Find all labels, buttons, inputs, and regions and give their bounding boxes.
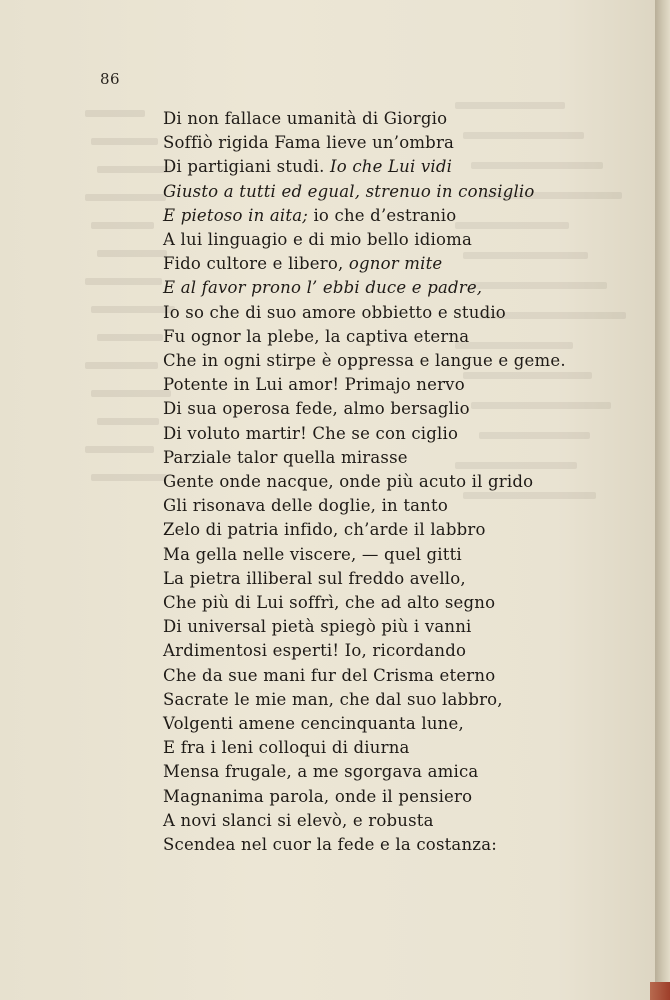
poem-line xyxy=(163,276,583,300)
poem-line xyxy=(163,446,583,470)
poem-line-segment: Di universal pietà spiegò più i vanni xyxy=(163,617,472,637)
poem-line-segment: Che in ogni stirpe è oppressa e langue e geme. xyxy=(163,351,566,371)
poem-line-italic-segment: Io che Lui vidi xyxy=(330,157,453,177)
poem-line xyxy=(163,470,583,494)
poem-line xyxy=(163,155,583,179)
poem-line-segment: Di partigiani studi. xyxy=(163,157,331,177)
poem-line xyxy=(163,349,583,373)
poem-line-italic-segment: ognor mite xyxy=(348,254,443,274)
poem-line xyxy=(163,785,583,809)
poem-line-segment: Fido cultore e libero, xyxy=(163,254,349,274)
poem-line xyxy=(163,301,583,325)
poem-line-segment: A novi slanci si elevò, e robusta xyxy=(163,810,434,830)
poem-line xyxy=(163,736,583,760)
poem-line-segment: La pietra illiberal sul freddo avello, xyxy=(163,568,466,588)
poem-line xyxy=(163,228,583,252)
poem-line-segment: io che d’estranio xyxy=(308,205,457,225)
poem-line xyxy=(163,760,583,784)
poem-line xyxy=(163,639,583,663)
poem-line-segment: Magnanima parola, onde il pensiero xyxy=(163,786,473,806)
poem-line xyxy=(163,833,583,857)
poem-line xyxy=(163,494,583,518)
poem-line xyxy=(163,543,583,567)
poem-line-segment: Gli risonava delle doglie, in tanto xyxy=(163,496,448,516)
show-through-mark xyxy=(97,418,159,425)
poem-line-segment: Parziale talor quella mirasse xyxy=(163,447,408,467)
poem-line xyxy=(163,809,583,833)
show-through-mark xyxy=(85,446,154,453)
poem-line-segment: Fu ognor la plebe, la captiva eterna xyxy=(163,326,470,346)
poem-line-segment: Soffiò rigida Fama lieve un’ombra xyxy=(163,133,455,153)
poem-line-italic-segment: Giusto a tutti ed egual, strenuo in consiglio xyxy=(163,181,535,201)
poem-line-segment: E fra i leni colloqui di diurna xyxy=(163,738,410,758)
poem-line xyxy=(163,252,583,276)
poem-line-segment: Che più di Lui soffrì, che ad alto segno xyxy=(163,593,496,613)
show-through-mark xyxy=(91,138,158,145)
poem-line xyxy=(163,204,583,228)
show-through-mark xyxy=(97,250,167,257)
poem-line xyxy=(163,422,583,446)
poem-line-segment: Gente onde nacque, onde più acuto il grido xyxy=(163,472,534,492)
poem-line xyxy=(163,107,583,131)
poem-line xyxy=(163,180,583,204)
poem-line xyxy=(163,567,583,591)
show-through-mark xyxy=(85,278,162,285)
poem-line xyxy=(163,518,583,542)
poem-line-segment: Ardimentosi esperti! Io, ricordando xyxy=(163,641,467,661)
poem-line xyxy=(163,615,583,639)
poem-line-segment: Scendea nel cuor la fede e la costanza: xyxy=(163,835,497,855)
poem-line xyxy=(163,131,583,155)
poem-line-segment: Zelo di patria infido, ch’arde il labbro xyxy=(163,520,486,540)
poem-line xyxy=(163,688,583,712)
show-through-mark xyxy=(85,194,166,201)
poem-line-segment: Di sua operosa fede, almo bersaglio xyxy=(163,399,470,419)
poem-text xyxy=(163,107,583,857)
poem-line-italic-segment: E al favor prono l’ ebbi duce e padre, xyxy=(163,278,483,298)
show-through-mark xyxy=(91,222,154,229)
poem-line-segment: Sacrate le mie man, che dal suo labbro, xyxy=(163,689,503,709)
poem-line-segment: Di voluto martir! Che se con ciglio xyxy=(163,423,459,443)
poem-line-segment: Mensa frugale, a me sgorgava amica xyxy=(163,762,479,782)
poem-line-segment: Ma gella nelle viscere, — quel gitti xyxy=(163,544,462,564)
poem-line-segment: Di non fallace umanità di Giorgio xyxy=(163,109,448,128)
poem-line xyxy=(163,373,583,397)
poem-line xyxy=(163,397,583,421)
poem-line xyxy=(163,664,583,688)
poem-line-segment: Che da sue mani fur del Crisma eterno xyxy=(163,665,496,685)
poem-line-italic-segment: E pietoso in aita; xyxy=(163,205,308,225)
poem-line xyxy=(163,325,583,349)
show-through-mark xyxy=(85,362,158,369)
show-through-mark xyxy=(97,166,171,173)
show-through-mark xyxy=(85,110,145,117)
poem-line-segment: A lui linguagio e di mio bello idioma xyxy=(163,230,473,250)
poem-line xyxy=(163,712,583,736)
page-edge-shadow xyxy=(655,0,670,1000)
page-number: 86 xyxy=(100,70,121,88)
poem-line-segment: Volgenti amene cencinquanta lune, xyxy=(163,714,464,734)
show-through-mark xyxy=(91,390,171,397)
poem-line xyxy=(163,591,583,615)
poem-line-segment: Potente in Lui amor! Primajo nervo xyxy=(163,375,465,395)
show-through-mark xyxy=(97,334,163,341)
show-through-mark xyxy=(91,474,167,481)
poem-line-segment: Io so che di suo amore obbietto e studio xyxy=(163,302,506,322)
cover-corner xyxy=(650,982,670,1000)
